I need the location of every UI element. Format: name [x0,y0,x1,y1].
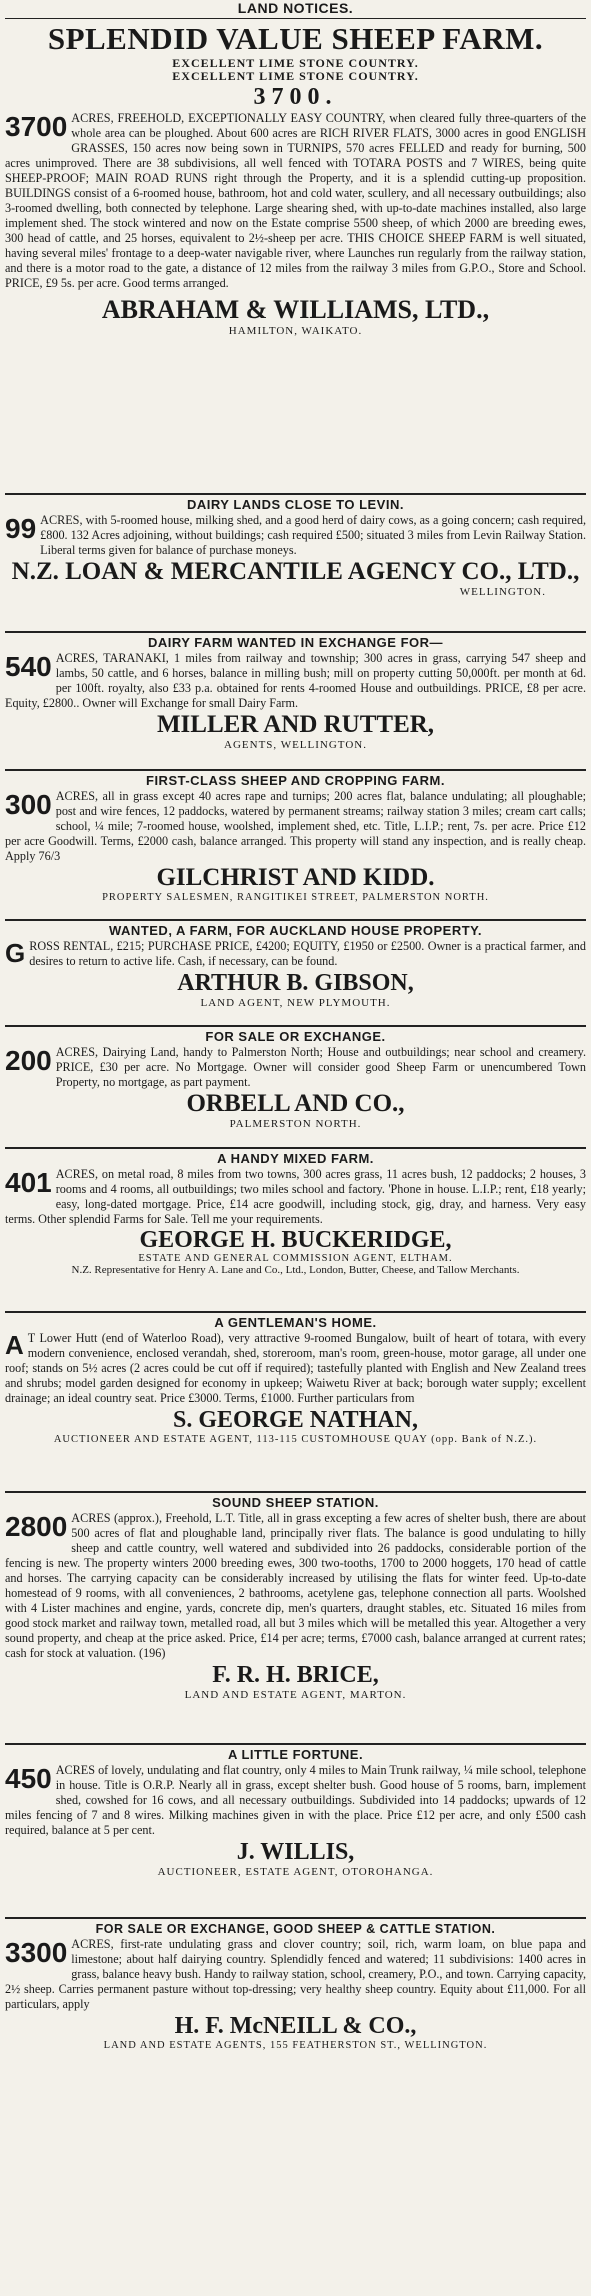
agent-address: WELLINGTON. [459,586,546,598]
ad-title: FIRST-CLASS SHEEP AND CROPPING FARM. [146,773,445,788]
ad-title: SPLENDID VALUE SHEEP FARM. [47,21,544,56]
ad-title: A LITTLE FORTUNE. [227,1747,364,1762]
ad-sheep-station [5,1495,586,1741]
ad-text: ACRES (approx.), Freehold, L.T. Title, all in grass excepting a few acres of shelter bush, there are about 500 acres of flat and ploughable land, principally river flats. The balance is good undulating to hilly sheep and cattle country, well watered and subdivided into 26 paddocks, considerable portion of the fencing is new. The property winters 2000 breeding ewes, 300 two-tooths, 1700 to 2000 hoggets, 170 head of cattle and horses. The carrying capacity can be considerably increased by utilising the flats for winter feed. Up-to-date homestead of 9 rooms, with all conveniences, 2 bathrooms, acetylene gas, telephone connection all parts. Woolshed with 4 Lister machines and engine, yards, concrete dip, men's quarters, draught stables, etc. Situated 16 miles from good stock market and railway town, metalled road, all but 3 miles which will be metalled this year. Altogether a very sound property, and cheap at the price asked. Price, £14 per acre; terms, £7000 cash, balance arranged at current rates; cash for stock at valuation. (196) [5,1511,586,1660]
ad-title: A HANDY MIXED FARM. [217,1151,374,1166]
agent-address: LAND AGENT, NEW PLYMOUTH. [200,997,391,1009]
ad-body [5,1045,586,1090]
divider [5,919,586,921]
agent-address: AUCTIONEER, ESTATE AGENT, OTOROHANGA. [157,1866,434,1878]
acreage-figure: 2800 [5,1511,68,1542]
ad-cropping-farm [5,773,586,917]
acreage-figure: 99 [5,513,37,544]
agent-name: MILLER AND RUTTER, [156,711,435,738]
agent-name: N.Z. LOAN & MERCANTILE AGENCY CO., LTD., [11,558,580,585]
agent-note: N.Z. Representative for Henry A. Lane and Co., Ltd., London, Butter, Cheese, and Tallow Merchants. [71,1264,520,1276]
drop-capital: G [5,938,26,968]
ad-body [5,1511,586,1661]
agent-address: AGENTS, WELLINGTON. [224,739,367,751]
ad-title: FOR SALE OR EXCHANGE, GOOD SHEEP & CATTLE STATION. [95,1922,496,1936]
ad-sale-exchange [5,1029,586,1145]
divider [5,493,586,495]
ad-text: ACRES, TARANAKI, 1 miles from railway and township; 300 acres in grass, carrying 547 sheep and lambs, 50 cattle, and 6 horses, balance in milling bush; mill on property cutting 50,000ft. per month at 6d. per 100ft. royalty, also £33 p.a. obtained for rents 4-roomed House and outbuildings. [55,651,586,695]
ad-title: A GENTLEMAN'S HOME. [214,1315,377,1330]
acreage-figure: 3700 [5,111,68,142]
ad-title: SOUND SHEEP STATION. [212,1495,379,1510]
ad-text: ROSS RENTAL, £215; PURCHASE PRICE, £4200; EQUITY, £1950 or £2500. Owner is a practical farmer, and desires to return to active life. Cash, if necessary, can be found. [29,939,586,968]
acreage-figure: 401 [5,1167,52,1198]
agent-address: AUCTIONEER AND ESTATE AGENT, 113-115 CUSTOMHOUSE QUAY (opp. Bank of N.Z.). [53,1434,538,1445]
ad-dairy-levin [5,497,586,629]
drop-capital: A [5,1330,24,1360]
ad-body [5,1763,586,1838]
divider [5,1147,586,1149]
ad-gentlemans-home [5,1315,586,1489]
agent-name: S. GEORGE NATHAN, [173,1407,418,1433]
ad-text: ACRES, all in grass except 40 acres rape and turnips; 200 acres flat, balance undulating; all ploughable; post and wire fences, 12 paddocks, watered by permanent streams; railway station 3 miles; cream cart calls; school, ¼ mile; 7-roomed house, woolshed, implement shed, etc. Title, L.I.P.; rent, 7s. per acre. Price £12 per acre Goodwill. Terms, £2000 cash, balance arranged. This property will stand any inspection, and is really cheap. Apply 76/3 [5,789,586,863]
ad-text: ACRES, first-rate undulating grass and clover country; soil, rich, warm loam, on blue papa and limestone; about half dairying country. Splendidly fenced and watered; 11 subdivisions: 1400 acres in grass, balance heavy bush. Handy to railway station, school, creamery, P.O., and town. Carrying capacity, 2½ sheep. Carries permanent pasture without top-dressing; very healthy sheep country. Equity about £11,000. For all particulars, apply [5,1937,586,2011]
ad-price: PRICE, £8 per acre. Equity, £2800.. Owner will Exchange for small Dairy Farm. [5,681,586,710]
agent-name: J. WILLIS, [236,1839,355,1865]
agent-name: GEORGE H. BUCKERIDGE, [139,1227,452,1253]
agent-name: H. F. McNEILL & CO., [174,2013,417,2039]
ad-text: ACRES, Dairying Land, handy to Palmerston North; House and outbuildings; near school and creamery. PRICE, £30 per acre. No Mortgage. Owner will consider good Sheep Farm or unencumbered Town Property, no mortgage, as part payment. [55,1045,586,1089]
acreage-figure: 3300 [5,1937,68,1968]
ad-body [5,789,586,864]
ad-wanted-farm [5,923,586,1023]
agent-name: F. R. H. BRICE, [212,1662,379,1688]
ad-body [5,1937,586,2012]
agent-address: PALMERSTON NORTH. [229,1118,362,1130]
acreage-figure: 300 [5,789,52,820]
ad-little-fortune [5,1747,586,1915]
acreage-figure: 200 [5,1045,52,1076]
ad-body [5,1331,586,1406]
ad-cattle-station [5,1921,586,2081]
section-header: LAND NOTICES. [237,0,354,16]
divider [5,1311,586,1313]
ad-mixed-farm [5,1151,586,1309]
ad-body [5,1167,586,1227]
agent-address: HAMILTON, WAIKATO. [228,325,363,337]
ad-dairy-exchange [5,635,586,767]
divider [5,1025,586,1027]
ad-subline: EXCELLENT LIME STONE COUNTRY. [172,56,419,70]
ad-title: WANTED, A FARM, FOR AUCKLAND HOUSE PROPERTY. [108,923,482,938]
ad-body [5,651,586,711]
ad-text: ACRES of lovely, undulating and flat country, only 4 miles to Main Trunk railway, ¼ mile school, telephone in house. Title is O.R.P. Nearly all in grass, except shelter bush. Good house of 5 rooms, barn, implement shed, cowshed for 16 cows, and all necessary outbuildings. Subdivided into 14 paddocks; upwards of 12 miles fencing of 7 and 8 wires. Milking machines given in with the place. Price £12 per acre, and only £500 cash required, balance at 5 per cent. [5,1763,586,1837]
acreage-figure: 450 [5,1763,52,1794]
ad-text: T Lower Hutt (end of Waterloo Road), very attractive 9-roomed Bungalow, built of heart of totara, with every modern convenience, enclosed verandah, shed, storeroom, man's room, green-house, motor garage, all under one roof; stands on 5½ acres (2 acres could be cut off if required); tastefully planted with English and New Zealand trees and shrubs; model garden designed for economy in upkeep; Waiwetu River at back; borough water supply; excellent drainage; an ideal country seat. Price £3000. Terms, £1000. Further particulars from [5,1331,586,1405]
agent-address: LAND AND ESTATE AGENT, MARTON. [184,1689,407,1701]
ad-title: DAIRY FARM WANTED IN EXCHANGE FOR— [147,635,444,650]
ad-price: PRICE, £9 5s. per acre. Good terms arranged. [5,276,229,290]
agent-name: ORBELL AND CO., [186,1090,405,1117]
acreage-figure: 540 [5,651,52,682]
ad-text: ACRES, FREEHOLD, EXCEPTIONALLY EASY COUNTRY, when cleared fully three-quarters of the whole area can be ploughed. About 600 acres are RICH RIVER FLATS, 3000 acres in good ENGLISH GRASSES, 150 acres now being sown in TURNIPS, 570 acres FELLED and ready for burning, 500 acres unimproved. There are 38 subdivisions, all well fenced with TOTARA POSTS and 7 WIRES, being quite SHEEP-PROOF; MAIN ROAD RUNS right through the Property, and it is a splendid cutting-up proposition. BUILDINGS consist of a 6-roomed house, bathroom, hot and cold water, scullery, and all necessary outbuildings; also 3-roomed dwelling, both connected by telephone. Large shearing shed, with up-to-date machines installed, also large implement shed. The stock wintered and now on the Estate comprise 5500 sheep, of which 2000 are breeding ewes, 300 head of cattle, and 25 horses, equivalent to 2½-sheep per acre. THIS CHOICE SHEEP FARM is well situated, having several miles' frontage to a deep-water navigable river, where Launches run regularly from the railway station, and there is a motor road to the gate, a distance of 12 miles from the railway 3 miles from G.P.O., Store and School. [5,111,586,275]
agent-address: LAND AND ESTATE AGENTS, 155 FEATHERSTON ST., WELLINGTON. [103,2040,488,2051]
divider [5,1491,586,1493]
agent-address: PROPERTY SALESMEN, RANGITIKEI STREET, PALMERSTON NORTH. [102,892,489,903]
ad-title: FOR SALE OR EXCHANGE. [205,1029,386,1044]
ad-body [5,111,586,291]
agent-name: ABRAHAM & WILLIAMS, LTD., [101,295,490,324]
divider [5,18,586,19]
ad-text: ACRES, on metal road, 8 miles from two towns, 300 acres grass, 11 acres bush, 12 paddocks; 2 houses, 3 rooms and 4 rooms, all outbuildings; two miles school and factory. 'Phone in house. L.I.P.; rent, £18 yearly; easy, long-dated mortgage. Price, £14 acre goodwill, including stock, gig, dray, and harness. Very easy terms. Other splendid Farms for Sale. Tell me your requirements. [5,1167,586,1226]
divider [5,1917,586,1919]
divider [5,769,586,771]
divider [5,1743,586,1745]
agent-name: ARTHUR B. GIBSON, [177,970,414,996]
ad-title: DAIRY LANDS CLOSE TO LEVIN. [187,497,404,512]
agent-name: GILCHRIST AND KIDD. [156,864,435,891]
ad-text: ACRES, with 5-roomed house, milking shed, and a good herd of dairy cows, as a going concern; cash required, £800. 132 Acres adjoining, without buildings; cash required £500; situated 3 miles from Levin Railway Station. Liberal terms given for balance of purchase moneys. [40,513,586,557]
agent-address: ESTATE AND GENERAL COMMISSION AGENT, ELTHAM. [138,1253,453,1264]
ad-big-number: 3700. [253,84,338,110]
divider [5,631,586,633]
ad-subline: EXCELLENT LIME STONE COUNTRY. [172,69,419,83]
ad-body [5,939,586,969]
ad-body [5,513,586,558]
ad-sheep-farm [5,21,586,491]
